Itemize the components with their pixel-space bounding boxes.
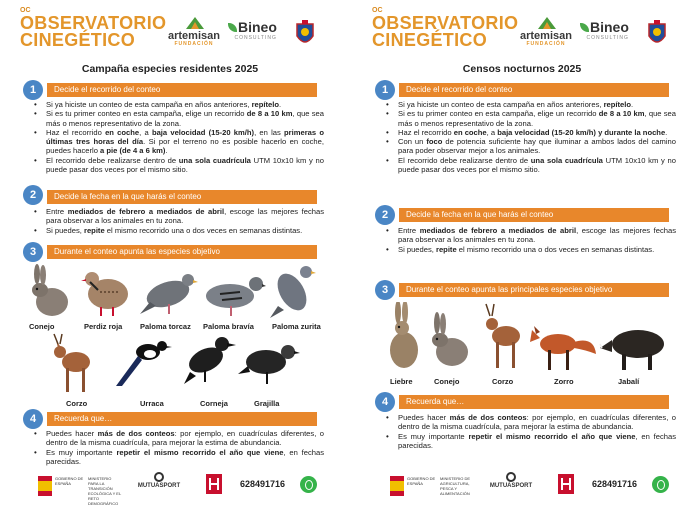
list-item: • El recorrido debe realizarse dentro de una sola cuadrícula UTM 10x10 km y no puede pasar dos veces por el mismo sitio.	[384, 156, 676, 175]
nocturnos-sheet	[362, 4, 682, 502]
step-4-heading: Recuerda que…	[399, 395, 669, 409]
label-corzo: Corzo	[66, 399, 88, 408]
label-liebre: Liebre	[390, 377, 413, 386]
list-item: • Si es tu primer conteo en esta campaña, elige un recorrido de 8 a 10 km, que sea más o menos representativo de la zona.	[32, 109, 324, 128]
step-1-bullets	[32, 100, 324, 174]
step-2-heading: Decide la fecha en la que harás el conteo	[399, 208, 669, 222]
artemisan-logo	[168, 30, 220, 47]
step-1-bullets	[384, 100, 676, 174]
label-paloma-zurita: Paloma zurita	[272, 322, 321, 331]
phone-number[interactable]: 628491716	[240, 479, 286, 489]
mutuasport-ring-icon	[154, 472, 164, 482]
gov-line1: GOBIERNO DE ESPAÑA	[55, 476, 84, 486]
gov-line1: GOBIERNO DE ESPAÑA	[407, 476, 436, 486]
step-3-heading: Durante el conteo apunta las principales especies objetivo	[399, 283, 669, 297]
artemisan-mark-icon	[536, 16, 558, 30]
gobierno-logo	[38, 474, 122, 506]
step-2-heading: Decide la fecha en la que harás el conteo	[47, 190, 317, 204]
spain-flag-icon	[390, 476, 404, 496]
zorro-illustration	[528, 316, 598, 374]
gov-line2: MINISTERIO PARA LA TRANSICIÓN ECOLÓGICA Y EL RETO DEMOGRÁFICO	[88, 476, 122, 506]
mutuasport-name: MUTUASPORT	[489, 483, 533, 489]
corzo-illustration	[480, 302, 526, 374]
urraca-illustration	[114, 334, 172, 388]
artemisan-sub: FUNDACIÓN	[526, 41, 566, 47]
list-item: • Haz el recorrido en coche, a baja velocidad (15-20 km/h), en las primeras o últimas tres horas del día. Si por el terreno no es posible hacerlo en coche, puedes hacerlo a pie (de 4 a 6 km).	[32, 128, 324, 156]
jabali-illustration	[598, 320, 674, 374]
step-3-number: 3	[375, 280, 395, 300]
brand-line1: OBSERVATORIO	[20, 13, 167, 33]
step-2-bullets	[384, 226, 676, 254]
list-item: • Puedes hacer más de dos conteos: por ejemplo, en cuadrículas diferentes, o dentro de la misma cuadrícula, para mejorar la estima de abundancia.	[384, 413, 676, 432]
step-1-heading: Decide el recorrido del conteo	[47, 83, 317, 97]
step-1-number: 1	[375, 80, 395, 100]
corneja-illustration	[182, 332, 238, 388]
whatsapp-icon[interactable]	[300, 476, 317, 493]
step-4-bullets	[384, 413, 676, 450]
bineo-name: Bineo	[590, 19, 629, 35]
step-1-heading: Decide el recorrido del conteo	[399, 83, 669, 97]
artemisan-logo	[520, 30, 572, 47]
list-item: • Si ya hiciste un conteo de esta campaña en años anteriores, repítelo.	[384, 100, 676, 109]
brand-title	[372, 15, 518, 49]
footer	[10, 472, 330, 506]
grajilla-illustration	[236, 334, 300, 388]
footer	[362, 472, 682, 498]
step-2-number: 2	[23, 185, 43, 205]
step-4-number: 4	[375, 392, 395, 412]
paloma-bravia-illustration	[200, 266, 266, 320]
step-1-number: 1	[23, 80, 43, 100]
brand-line2: CINEGÉTICO	[372, 30, 488, 50]
bineo-name: Bineo	[238, 19, 277, 35]
whatsapp-icon[interactable]	[652, 476, 669, 493]
step-4-bullets	[32, 429, 324, 466]
label-conejo: Conejo	[434, 377, 460, 386]
step-3-heading: Durante el conteo apunta las especies objetivo	[47, 245, 317, 259]
perdiz-illustration	[76, 262, 134, 318]
list-item: • Haz el recorrido en coche, a baja velocidad (15-20 km/h) y durante la noche.	[384, 128, 676, 137]
spain-flag-icon	[38, 476, 52, 496]
bineo-leaf-icon	[228, 23, 237, 32]
corzo-illustration	[50, 332, 96, 396]
label-grajilla: Grajilla	[254, 399, 280, 408]
label-zorro: Zorro	[554, 377, 574, 386]
artemisan-name: artemisan	[520, 30, 572, 42]
list-item: • El recorrido debe realizarse dentro de una sola cuadrícula UTM 10x10 km y no puede pasar dos veces por el mismo sitio.	[32, 156, 324, 175]
federacion-logo-icon	[557, 473, 575, 495]
bineo-sub: CONSULTING	[586, 35, 629, 41]
mutuasport-logo	[135, 472, 183, 489]
paloma-zurita-illustration	[266, 262, 322, 320]
page-title: Campaña especies residentes 2025	[81, 63, 259, 75]
step-4-heading: Recuerda que…	[47, 412, 317, 426]
brand-title	[20, 15, 166, 49]
list-item: • Si puedes, repite el mismo recorrido una o dos veces en semanas distintas.	[384, 245, 676, 254]
list-item: • Con un foco de potencia suficiente hay que iluminar a ambos lados del camino para poder observar mejor a los animales.	[384, 137, 676, 156]
artemisan-mark-icon	[184, 16, 206, 30]
label-jabali: Jabalí	[618, 377, 640, 386]
residentes-sheet	[10, 4, 330, 506]
bineo-leaf-icon	[580, 23, 589, 32]
label-corzo: Corzo	[492, 377, 514, 386]
brand-line1: OBSERVATORIO	[372, 13, 519, 33]
brand-oc: OC	[20, 7, 31, 14]
step-2-number: 2	[375, 205, 395, 225]
mutuasport-logo	[487, 472, 535, 489]
artemisan-sub: FUNDACIÓN	[174, 41, 214, 47]
brand-oc: OC	[372, 7, 383, 14]
label-urraca: Urraca	[140, 399, 164, 408]
mutuasport-name: MUTUASPORT	[137, 483, 181, 489]
federacion-logo-icon	[205, 473, 223, 495]
guardia-crest-icon	[646, 20, 668, 48]
list-item: • Si ya hiciste un conteo de esta campaña en años anteriores, repítelo.	[32, 100, 324, 109]
mutuasport-ring-icon	[506, 472, 516, 482]
list-item: • Si es tu primer conteo en esta campaña, elige un recorrido de 8 a 10 km, que sea más o menos representativo de la zona.	[384, 109, 676, 128]
label-corneja: Corneja	[200, 399, 228, 408]
label-conejo: Conejo	[29, 322, 55, 331]
list-item: • Puedes hacer más de dos conteos: por ejemplo, en cuadrículas diferentes, o dentro de la misma cuadrícula, para mejorar la estima de abundancia.	[32, 429, 324, 448]
paloma-torcaz-illustration	[138, 266, 198, 320]
bineo-logo	[580, 19, 629, 41]
conejo-illustration	[426, 310, 472, 370]
label-perdiz-roja: Perdiz roja	[84, 322, 123, 331]
artemisan-name: artemisan	[168, 30, 220, 42]
list-item: • Entre mediados de febrero a mediados de abril, escoge las mejores fechas para observar a los animales en tu zona.	[32, 207, 324, 226]
step-3-number: 3	[23, 242, 43, 262]
list-item: • Entre mediados de febrero a mediados de abril, escoge las mejores fechas para observar a los animales en tu zona.	[384, 226, 676, 245]
liebre-illustration	[384, 302, 424, 374]
conejo-illustration	[28, 264, 72, 320]
label-paloma-bravia: Paloma bravía	[203, 322, 254, 331]
step-2-bullets	[32, 207, 324, 235]
brand-line2: CINEGÉTICO	[20, 30, 136, 50]
list-item: • Si puedes, repite el mismo recorrido una o dos veces en semanas distintas.	[32, 226, 324, 235]
guardia-crest-icon	[294, 20, 316, 48]
list-item: • Es muy importante repetir el mismo recorrido el año que viene, en fechas parecidas.	[384, 432, 676, 451]
gobierno-logo	[390, 474, 474, 498]
page-title: Censos nocturnos 2025	[462, 63, 582, 75]
gov-line2: MINISTERIO DE AGRICULTURA, PESCA Y ALIMENTACIÓN	[440, 476, 471, 496]
bineo-logo	[228, 19, 277, 41]
label-paloma-torcaz: Paloma torcaz	[140, 322, 191, 331]
list-item: • Es muy importante repetir el mismo recorrido el año que viene, en fechas parecidas.	[32, 448, 324, 467]
phone-number[interactable]: 628491716	[592, 479, 638, 489]
step-4-number: 4	[23, 409, 43, 429]
bineo-sub: CONSULTING	[234, 35, 277, 41]
